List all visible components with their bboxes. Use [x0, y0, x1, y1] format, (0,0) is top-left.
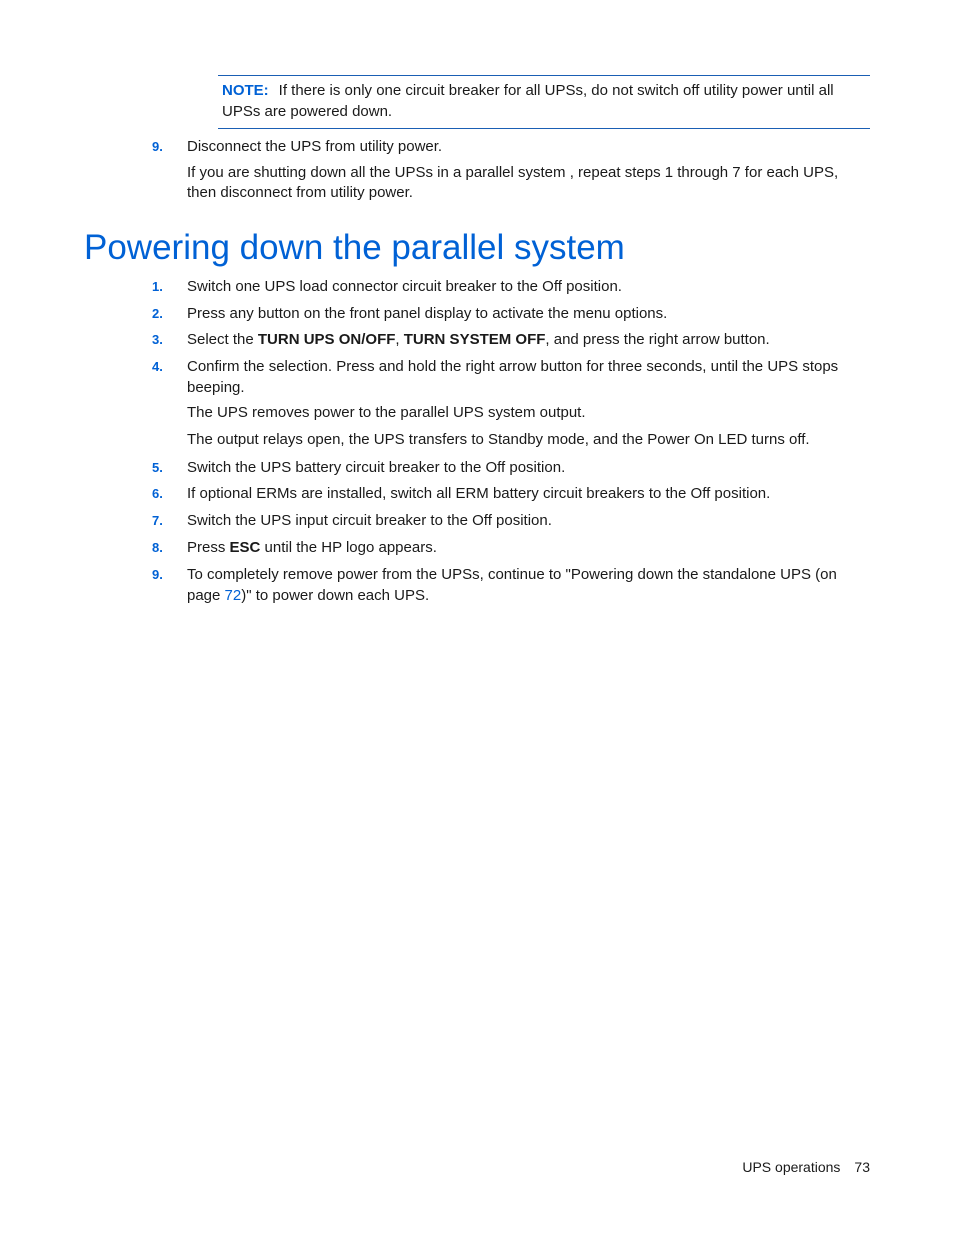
- step-number: 8.: [152, 540, 163, 555]
- text-run: Select the: [187, 331, 258, 348]
- step-text: [187, 329, 870, 350]
- step-text: Switch one UPS load connector circuit breaker to the Off position.: [187, 278, 622, 295]
- step-number: 7.: [152, 513, 163, 528]
- key-name: ESC: [229, 539, 261, 556]
- note-text: If there is only one circuit breaker for all UPSs, do not switch off utility power until all UPSs are powered down.: [222, 82, 834, 120]
- step-detail: The output relays open, the UPS transfers to Standby mode, and the Power On LED turns off.: [187, 431, 810, 448]
- step-text: If optional ERMs are installed, switch all ERM battery circuit breakers to the Off position.: [187, 485, 771, 502]
- step-text: [187, 537, 870, 558]
- text-run: until the HP logo appears.: [260, 539, 437, 556]
- note-box: [218, 75, 870, 129]
- menu-option: TURN SYSTEM OFF: [403, 331, 546, 348]
- step-detail: The UPS removes power to the parallel UPS system output.: [187, 404, 586, 421]
- section-heading: Powering down the parallel system: [84, 228, 625, 267]
- step-text: Confirm the selection. Press and hold the right arrow button for three seconds, until the UPS stops beeping.: [187, 358, 839, 396]
- step-text: [187, 564, 870, 606]
- step-number: 6.: [152, 486, 163, 501]
- step-number: 3.: [152, 332, 163, 347]
- step-number: 9.: [152, 139, 163, 154]
- footer-section: UPS operations: [742, 1159, 841, 1175]
- step-text: Disconnect the UPS from utility power.: [187, 138, 443, 155]
- menu-option: TURN UPS ON/OFF: [257, 331, 396, 348]
- text-run: To completely remove power from the UPSs, continue to "Powering down the standalone UPS (on page: [187, 566, 837, 604]
- text-run: Press: [187, 539, 230, 556]
- step-number: 5.: [152, 460, 163, 475]
- step-text: Switch the UPS battery circuit breaker to the Off position.: [187, 459, 566, 476]
- step-text: Switch the UPS input circuit breaker to the Off position.: [187, 512, 552, 529]
- note-label: NOTE:: [222, 82, 269, 99]
- step-number: 9.: [152, 567, 163, 582]
- step-detail: If you are shutting down all the UPSs in a parallel system , repeat steps 1 through 7 for each UPS, then disconnect from utility power.: [187, 164, 839, 201]
- step-text: Press any button on the front panel display to activate the menu options.: [187, 305, 668, 322]
- text-run: )" to power down each UPS.: [241, 587, 430, 604]
- step-number: 1.: [152, 279, 163, 294]
- page-number: 73: [854, 1159, 870, 1175]
- page-footer: [742, 1159, 870, 1175]
- step-number: 2.: [152, 306, 163, 321]
- text-run: ,: [395, 331, 404, 348]
- step-number: 4.: [152, 359, 163, 374]
- text-run: , and press the right arrow button.: [545, 331, 770, 348]
- page-link[interactable]: 72: [224, 587, 242, 604]
